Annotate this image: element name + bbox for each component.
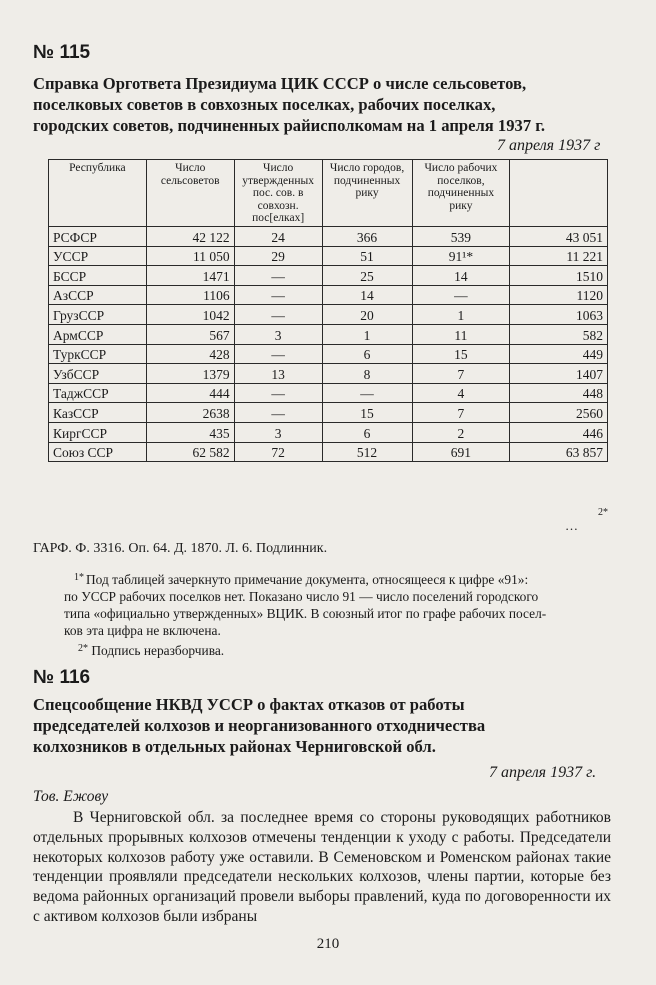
value-cell: —	[234, 285, 322, 305]
value-cell: —	[322, 383, 412, 403]
republic-cell: КазССР	[49, 403, 147, 423]
republic-cell: УзбССР	[49, 364, 147, 384]
signature-note-ref: 2*	[598, 507, 608, 518]
value-cell: 15	[412, 344, 510, 364]
republic-cell: ТаджССР	[49, 383, 147, 403]
footnote-1-line: типа «официально утвержденных» ВЦИК. В союзный итог по графе рабочих посел-	[64, 606, 547, 621]
value-cell: 63 857	[510, 442, 608, 462]
value-cell: 14	[322, 285, 412, 305]
value-cell: 1510	[510, 266, 608, 286]
value-cell: 512	[322, 442, 412, 462]
table-header: Республика	[49, 160, 147, 227]
republic-cell: КиргССР	[49, 422, 147, 442]
value-cell: 6	[322, 344, 412, 364]
value-cell: 1	[322, 324, 412, 344]
footnote-1-line: ков эта цифра не включена.	[64, 623, 221, 638]
value-cell: 3	[234, 422, 322, 442]
value-cell: 11	[412, 324, 510, 344]
value-cell: 13	[234, 364, 322, 384]
value-cell: —	[234, 305, 322, 325]
value-cell: 43 051	[510, 227, 608, 247]
doc116-title-line: Спецсообщение НКВД УССР о фактах отказов от работы	[33, 695, 465, 714]
table-row	[49, 266, 608, 286]
doc116-number: № 116	[33, 667, 91, 688]
value-cell: 2560	[510, 403, 608, 423]
value-cell: 4	[412, 383, 510, 403]
value-cell: 1120	[510, 285, 608, 305]
archive-source: ГАРФ. Ф. 3316. Оп. 64. Д. 1870. Л. 6. Подлинник.	[33, 541, 328, 556]
value-cell: 691	[412, 442, 510, 462]
value-cell: 11 221	[510, 246, 608, 266]
footnote-1-line: Под таблицей зачеркнуто примечание документа, относящееся к цифре «91»:	[86, 572, 529, 587]
value-cell: 62 582	[146, 442, 234, 462]
value-cell: 8	[322, 364, 412, 384]
value-cell: 366	[322, 227, 412, 247]
republic-cell: РСФСР	[49, 227, 147, 247]
value-cell: —	[412, 285, 510, 305]
value-cell: 14	[412, 266, 510, 286]
value-cell: 1407	[510, 364, 608, 384]
value-cell: 15	[322, 403, 412, 423]
footnote-1-line: по УССР рабочих поселков нет. Показано число 91 — число поселений городского	[64, 589, 539, 604]
value-cell: —	[234, 383, 322, 403]
value-cell: 567	[146, 324, 234, 344]
doc115-title	[33, 73, 618, 136]
value-cell: 449	[510, 344, 608, 364]
value-cell: 1471	[146, 266, 234, 286]
signature-mark: …	[565, 518, 578, 533]
value-cell: 3	[234, 324, 322, 344]
doc116-addressee: Тов. Ежову	[33, 788, 109, 805]
table-row	[49, 383, 608, 403]
value-cell: 51	[322, 246, 412, 266]
table-row	[49, 364, 608, 384]
table-header-row	[49, 160, 608, 227]
page-number: 210	[316, 936, 340, 952]
doc116-title	[33, 694, 618, 757]
council-table	[48, 159, 608, 462]
table-row	[49, 344, 608, 364]
value-cell: 428	[146, 344, 234, 364]
doc115-date: 7 апреля 1937 г	[497, 137, 601, 154]
value-cell: 539	[412, 227, 510, 247]
table-header: Число городов, подчиненных рику	[322, 160, 412, 227]
footnote-1	[64, 571, 616, 639]
table-header: Число утвержденных пос. сов. в совхозн. пос[елках]	[234, 160, 322, 227]
value-cell: 1106	[146, 285, 234, 305]
value-cell: 435	[146, 422, 234, 442]
doc116-body	[33, 808, 611, 927]
table-row	[49, 442, 608, 462]
value-cell: 72	[234, 442, 322, 462]
value-cell: 7	[412, 403, 510, 423]
footnote-2	[78, 640, 224, 659]
table-header: Число рабочих поселков, подчиненных рику	[412, 160, 510, 227]
table-row	[49, 305, 608, 325]
value-cell: 2	[412, 422, 510, 442]
footnote-2-mark: 2*	[78, 643, 88, 654]
value-cell: 1	[412, 305, 510, 325]
table-row	[49, 227, 608, 247]
table-row	[49, 324, 608, 344]
table-row	[49, 246, 608, 266]
republic-cell: Союз ССР	[49, 442, 147, 462]
table-header: Число сельсоветов	[146, 160, 234, 227]
doc116-title-line: колхозников в отдельных районах Черниговской обл.	[33, 737, 436, 756]
doc115-title-line: Справка Оргответа Президиума ЦИК СССР о числе сельсоветов,	[33, 74, 527, 93]
value-cell: 1379	[146, 364, 234, 384]
value-cell: 29	[234, 246, 322, 266]
republic-cell: УССР	[49, 246, 147, 266]
republic-cell: БССР	[49, 266, 147, 286]
value-cell: 24	[234, 227, 322, 247]
value-cell: —	[234, 403, 322, 423]
value-cell: 25	[322, 266, 412, 286]
value-cell: 2638	[146, 403, 234, 423]
signature-placeholder	[565, 518, 578, 534]
doc115-number: № 115	[33, 42, 91, 63]
value-cell: 448	[510, 383, 608, 403]
value-cell: 7	[412, 364, 510, 384]
value-cell: 582	[510, 324, 608, 344]
table-row	[49, 403, 608, 423]
doc115-title-line: городских советов, подчиненных райисполкомам на 1 апреля 1937 г.	[33, 116, 546, 135]
value-cell: 6	[322, 422, 412, 442]
footnote-1-mark: 1*	[74, 572, 84, 583]
value-cell: 1063	[510, 305, 608, 325]
republic-cell: ГрузССР	[49, 305, 147, 325]
republic-cell: АзССР	[49, 285, 147, 305]
value-cell: 1042	[146, 305, 234, 325]
value-cell: 91¹*	[412, 246, 510, 266]
republic-cell: ТуркССР	[49, 344, 147, 364]
body-paragraph: В Черниговской обл. за последнее время со стороны руководящих работников отдельных прорывных колхозов отмечены тенденции к уходу с работы. Председатели некоторых колхозов работу уже оставили. В Семеновском и Роменском районах такие тенденции проявляли председатели нескольких колхозов, члены партии, которые без ведома районных организаций провели выборы правлений, куда по договоренности их с активом колхозов были избраны	[33, 809, 611, 925]
value-cell: 446	[510, 422, 608, 442]
republic-cell: АрмССР	[49, 324, 147, 344]
value-cell: —	[234, 266, 322, 286]
table-header	[510, 160, 608, 227]
doc116-title-line: председателей колхозов и неорганизованного отходничества	[33, 716, 486, 735]
footnote-2-text: Подпись неразборчива.	[91, 643, 225, 658]
doc116-date: 7 апреля 1937 г.	[489, 764, 597, 781]
value-cell: 11 050	[146, 246, 234, 266]
table-row	[49, 285, 608, 305]
value-cell: 444	[146, 383, 234, 403]
doc115-title-line: поселковых советов в совхозных поселках, рабочих поселках,	[33, 95, 496, 114]
value-cell: 42 122	[146, 227, 234, 247]
table-row	[49, 422, 608, 442]
value-cell: 20	[322, 305, 412, 325]
value-cell: —	[234, 344, 322, 364]
